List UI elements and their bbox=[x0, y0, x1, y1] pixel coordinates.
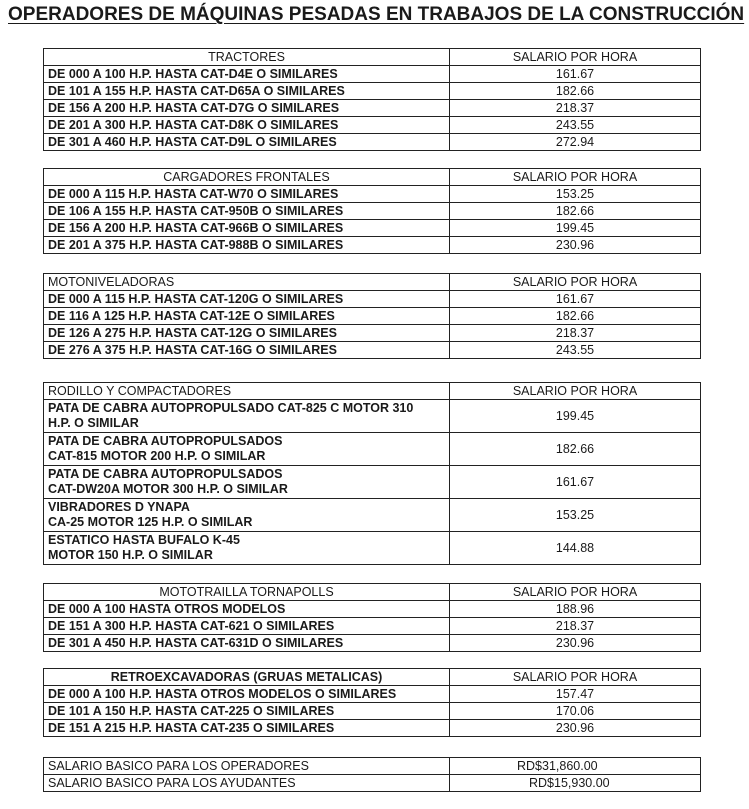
row-value: 157.47 bbox=[450, 686, 701, 703]
section-header: RETROEXCAVADORAS (GRUAS METALICAS) bbox=[44, 669, 450, 686]
row-value: 272.94 bbox=[450, 134, 701, 151]
table-header-row bbox=[44, 49, 701, 66]
row-value: 243.55 bbox=[450, 342, 701, 359]
table-row bbox=[44, 499, 701, 532]
retroexcavadoras-table bbox=[43, 668, 701, 737]
table-row bbox=[44, 308, 701, 325]
row-label: DE 000 A 100 H.P. HASTA CAT-D4E O SIMILARES bbox=[44, 66, 450, 83]
table-row bbox=[44, 237, 701, 254]
table-header-row bbox=[44, 584, 701, 601]
row-value: 182.66 bbox=[450, 433, 701, 466]
table-row bbox=[44, 100, 701, 117]
row-value: 243.55 bbox=[450, 117, 701, 134]
row-label: DE 301 A 460 H.P. HASTA CAT-D9L O SIMILARES bbox=[44, 134, 450, 151]
section-header: CARGADORES FRONTALES bbox=[44, 169, 450, 186]
table-row bbox=[44, 720, 701, 737]
basic-salary-label: SALARIO BASICO PARA LOS OPERADORES bbox=[44, 758, 450, 775]
row-label-line1: PATA DE CABRA AUTOPROPULSADOS bbox=[48, 434, 283, 448]
row-label-line2: MOTOR 150 H.P. O SIMILAR bbox=[48, 548, 213, 562]
row-label-line2: CA-25 MOTOR 125 H.P. O SIMILAR bbox=[48, 515, 253, 529]
row-label: DE 116 A 125 H.P. HASTA CAT-12E O SIMILARES bbox=[44, 308, 450, 325]
basic-salary-value: RD$15,930.00 bbox=[450, 775, 701, 792]
row-label: DE 106 A 155 H.P. HASTA CAT-950B O SIMILARES bbox=[44, 203, 450, 220]
row-value: 161.67 bbox=[450, 66, 701, 83]
row-label-line1: PATA DE CABRA AUTOPROPULSADO CAT-825 C MOTOR 310 bbox=[48, 401, 414, 415]
row-value: 182.66 bbox=[450, 308, 701, 325]
row-value: 199.45 bbox=[450, 220, 701, 237]
row-label: DE 000 A 115 H.P. HASTA CAT-W70 O SIMILARES bbox=[44, 186, 450, 203]
row-label bbox=[44, 499, 450, 532]
row-label-line2: CAT-815 MOTOR 200 H.P. O SIMILAR bbox=[48, 449, 266, 463]
table-row bbox=[44, 83, 701, 100]
cargadores-table bbox=[43, 168, 701, 254]
row-value: 199.45 bbox=[450, 400, 701, 433]
row-value: 182.66 bbox=[450, 203, 701, 220]
table-row bbox=[44, 291, 701, 308]
table-header-row bbox=[44, 169, 701, 186]
table-row bbox=[44, 686, 701, 703]
row-value: 170.06 bbox=[450, 703, 701, 720]
basic-salary-value: RD$31,860.00 bbox=[450, 758, 701, 775]
mototrailla-table bbox=[43, 583, 701, 652]
row-value: 230.96 bbox=[450, 720, 701, 737]
basic-salary-table bbox=[43, 757, 701, 792]
table-row bbox=[44, 618, 701, 635]
row-value: 153.25 bbox=[450, 499, 701, 532]
row-label bbox=[44, 466, 450, 499]
row-value: 218.37 bbox=[450, 618, 701, 635]
tractores-table bbox=[43, 48, 701, 151]
table-row bbox=[44, 203, 701, 220]
row-label: DE 276 A 375 H.P. HASTA CAT-16G O SIMILARES bbox=[44, 342, 450, 359]
row-label: DE 126 A 275 H.P. HASTA CAT-12G O SIMILARES bbox=[44, 325, 450, 342]
table-row bbox=[44, 325, 701, 342]
row-label-line1: ESTATICO HASTA BUFALO K-45 bbox=[48, 533, 240, 547]
row-value: 153.25 bbox=[450, 186, 701, 203]
row-label: DE 151 A 215 H.P. HASTA CAT-235 O SIMILARES bbox=[44, 720, 450, 737]
row-label bbox=[44, 400, 450, 433]
rodillo-table bbox=[43, 382, 701, 565]
row-value: 218.37 bbox=[450, 100, 701, 117]
row-label: DE 156 A 200 H.P. HASTA CAT-D7G O SIMILARES bbox=[44, 100, 450, 117]
row-label-line1: VIBRADORES D YNAPA bbox=[48, 500, 190, 514]
row-value: 161.67 bbox=[450, 466, 701, 499]
table-row bbox=[44, 342, 701, 359]
value-header: SALARIO POR HORA bbox=[450, 169, 701, 186]
section-header: RODILLO Y COMPACTADORES bbox=[44, 383, 450, 400]
row-label: DE 301 A 450 H.P. HASTA CAT-631D O SIMILARES bbox=[44, 635, 450, 652]
row-label: DE 000 A 100 HASTA OTROS MODELOS bbox=[44, 601, 450, 618]
table-row bbox=[44, 635, 701, 652]
value-header: SALARIO POR HORA bbox=[450, 669, 701, 686]
row-value: 161.67 bbox=[450, 291, 701, 308]
table-header-row bbox=[44, 274, 701, 291]
value-header: SALARIO POR HORA bbox=[450, 383, 701, 400]
row-label: DE 201 A 300 H.P. HASTA CAT-D8K O SIMILARES bbox=[44, 117, 450, 134]
page-title: OPERADORES DE MÁQUINAS PESADAS EN TRABAJOS DE LA CONSTRUCCIÓN bbox=[8, 4, 745, 25]
row-value: 188.96 bbox=[450, 601, 701, 618]
table-row bbox=[44, 186, 701, 203]
section-header: TRACTORES bbox=[44, 49, 450, 66]
row-label-line2: CAT-DW20A MOTOR 300 H.P. O SIMILAR bbox=[48, 482, 288, 496]
table-row bbox=[44, 117, 701, 134]
section-header: MOTONIVELADORAS bbox=[44, 274, 450, 291]
table-row bbox=[44, 703, 701, 720]
row-label: DE 201 A 375 H.P. HASTA CAT-988B O SIMILARES bbox=[44, 237, 450, 254]
row-label-line2: H.P. O SIMILAR bbox=[48, 416, 139, 430]
value-header: SALARIO POR HORA bbox=[450, 584, 701, 601]
row-label bbox=[44, 532, 450, 565]
table-row bbox=[44, 220, 701, 237]
value-header: SALARIO POR HORA bbox=[450, 274, 701, 291]
table-row bbox=[44, 400, 701, 433]
row-label: DE 101 A 150 H.P. HASTA CAT-225 O SIMILARES bbox=[44, 703, 450, 720]
row-label: DE 000 A 115 H.P. HASTA CAT-120G O SIMILARES bbox=[44, 291, 450, 308]
table-row bbox=[44, 134, 701, 151]
row-label: DE 101 A 155 H.P. HASTA CAT-D65A O SIMILARES bbox=[44, 83, 450, 100]
row-value: 230.96 bbox=[450, 635, 701, 652]
motoniveladoras-table bbox=[43, 273, 701, 359]
table-row bbox=[44, 466, 701, 499]
row-label: DE 151 A 300 H.P. HASTA CAT-621 O SIMILARES bbox=[44, 618, 450, 635]
table-row bbox=[44, 433, 701, 466]
row-label bbox=[44, 433, 450, 466]
row-value: 218.37 bbox=[450, 325, 701, 342]
row-value: 144.88 bbox=[450, 532, 701, 565]
table-row bbox=[44, 758, 701, 775]
section-header: MOTOTRAILLA TORNAPOLLS bbox=[44, 584, 450, 601]
row-value: 182.66 bbox=[450, 83, 701, 100]
row-value: 230.96 bbox=[450, 237, 701, 254]
basic-salary-label: SALARIO BASICO PARA LOS AYUDANTES bbox=[44, 775, 450, 792]
table-header-row bbox=[44, 383, 701, 400]
table-row bbox=[44, 66, 701, 83]
table-row bbox=[44, 601, 701, 618]
row-label: DE 000 A 100 H.P. HASTA OTROS MODELOS O SIMILARES bbox=[44, 686, 450, 703]
value-header: SALARIO POR HORA bbox=[450, 49, 701, 66]
table-header-row bbox=[44, 669, 701, 686]
table-row bbox=[44, 775, 701, 792]
row-label-line1: PATA DE CABRA AUTOPROPULSADOS bbox=[48, 467, 283, 481]
row-label: DE 156 A 200 H.P. HASTA CAT-966B O SIMILARES bbox=[44, 220, 450, 237]
table-row bbox=[44, 532, 701, 565]
